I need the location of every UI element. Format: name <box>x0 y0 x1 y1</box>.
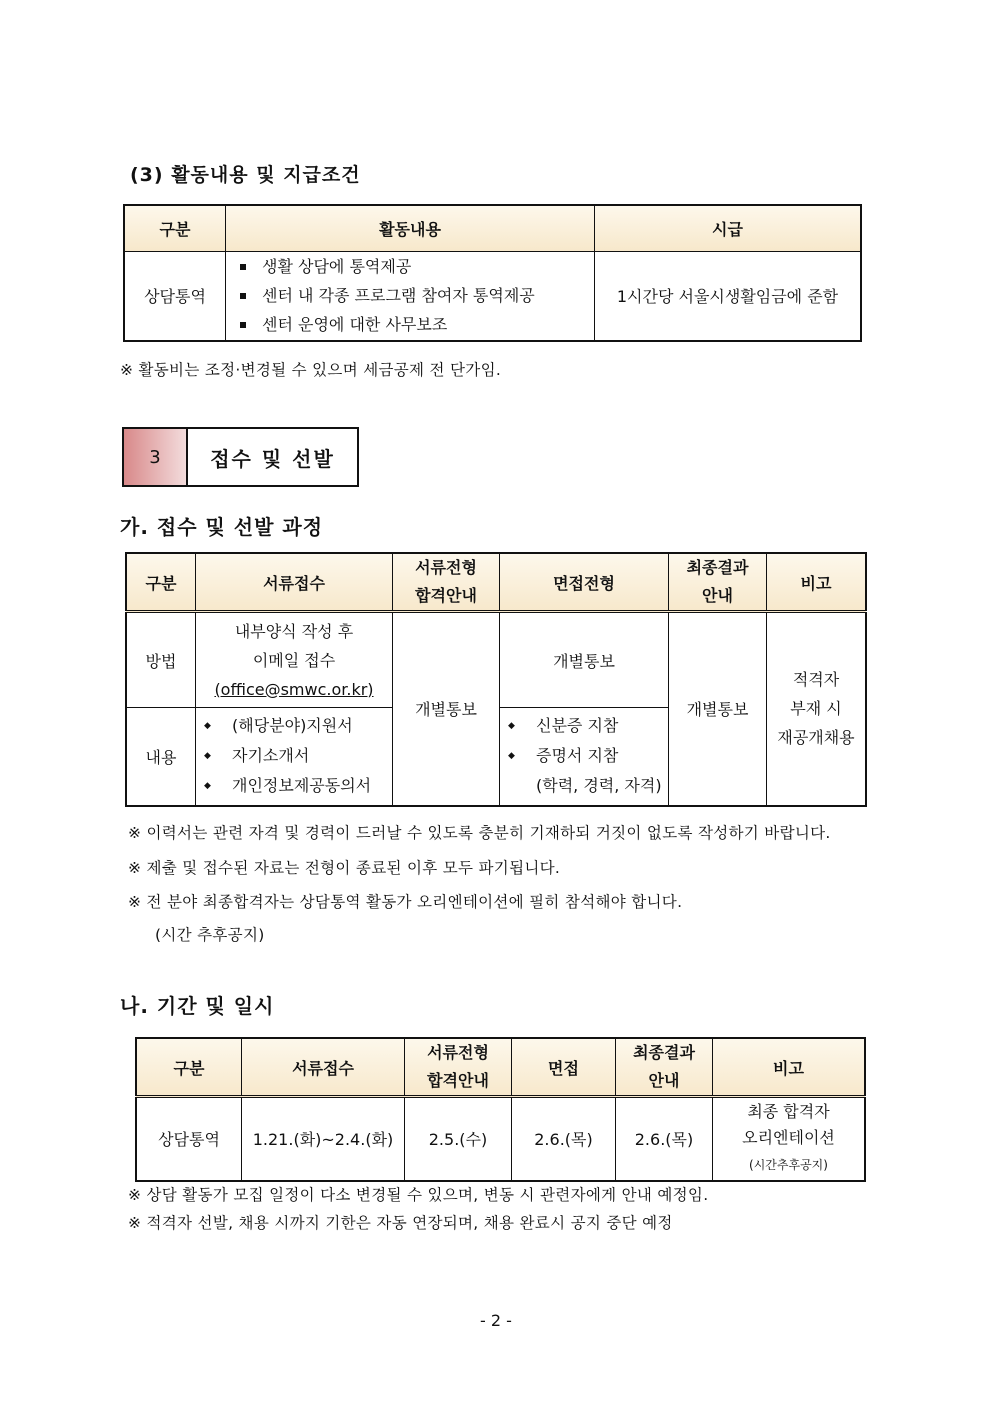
section-number: 3 <box>124 429 188 485</box>
header-interview: 면접 <box>512 1038 616 1097</box>
header-category: 구분 <box>126 553 196 612</box>
schedule-note: ※ 상담 활동가 모집 일정이 다소 변경될 수 있으며, 변동 시 관련자에게 안내 예정임. <box>128 1186 709 1204</box>
process-title: 가. 접수 및 선발 과정 <box>120 515 324 539</box>
process-note: ※ 제출 및 접수된 자료는 전형이 종료된 이후 모두 파기됩니다. <box>128 859 561 877</box>
screening-date: 2.5.(수) <box>405 1097 512 1181</box>
process-note: (시간 추후공지) <box>155 926 265 944</box>
interview-date: 2.6.(목) <box>512 1097 616 1181</box>
list-item: 센터 내 각종 프로그램 참여자 통역제공 <box>234 281 594 310</box>
final-notice: 개별통보 <box>669 612 767 806</box>
header-screening: 서류전형 합격안내 <box>393 553 500 612</box>
activity-list-cell <box>226 251 595 341</box>
method-label: 방법 <box>126 612 196 708</box>
header-final: 최종결과 안내 <box>616 1038 713 1097</box>
header-final: 최종결과 안내 <box>669 553 767 612</box>
list-item: ◆ 자기소개서 <box>196 741 392 771</box>
header-screening: 서류전형 합격안내 <box>405 1038 512 1097</box>
process-note: ※ 이력서는 관련 자격 및 경력이 드러날 수 있도록 충분히 기재하되 거짓이 없도록 작성하기 바랍니다. <box>128 824 831 842</box>
final-date: 2.6.(목) <box>616 1097 713 1181</box>
header-activity: 활동내용 <box>226 205 595 251</box>
list-item: ◆ (해당분야)지원서 <box>196 711 392 741</box>
section-title: 접수 및 선발 <box>210 446 335 471</box>
list-item: ◆ 개인정보제공동의서 <box>196 771 392 801</box>
content-label: 내용 <box>126 708 196 806</box>
email-link[interactable]: (office@smwc.or.kr) <box>214 679 374 699</box>
header-doc: 서류접수 <box>196 553 393 612</box>
schedule-note: ※ 적격자 선발, 채용 시까지 기한은 자동 연장되며, 채용 완료시 공지 중단 예정 <box>128 1214 673 1232</box>
remark-cell: 최종 합격자 오리엔테이션 (시간추후공지) <box>713 1097 866 1181</box>
page-number: - 2 - <box>480 1311 512 1330</box>
doc-content-list <box>196 711 392 801</box>
activity-note: ※ 활동비는 조정·변경될 수 있으며 세금공제 전 단가임. <box>120 361 502 379</box>
header-category: 구분 <box>136 1038 242 1097</box>
section-header <box>122 427 359 487</box>
process-note: ※ 전 분야 최종합격자는 상담통역 활동가 오리엔테이션에 필히 참석해야 합니다. <box>128 893 683 911</box>
header-wage: 시급 <box>595 205 862 251</box>
row-label: 상담통역 <box>124 251 226 341</box>
list-item: ◆ 증명서 지참 <box>500 741 668 771</box>
activity-list <box>226 252 594 339</box>
interview-content-cell <box>500 708 669 806</box>
list-item: 센터 운영에 대한 사무보조 <box>234 310 594 339</box>
activity-table <box>123 204 862 342</box>
remark-cell: 적격자 부재 시 재공개채용 <box>767 612 867 806</box>
list-item: ◆ 신분증 지참 <box>500 711 668 741</box>
header-remark: 비고 <box>713 1038 866 1097</box>
header-remark: 비고 <box>767 553 867 612</box>
interview-method: 개별통보 <box>500 612 669 708</box>
schedule-title: 나. 기간 및 일시 <box>120 994 275 1018</box>
row-label: 상담통역 <box>136 1097 242 1181</box>
header-interview: 면접전형 <box>500 553 669 612</box>
header-category: 구분 <box>124 205 226 251</box>
interview-content-list <box>500 711 668 771</box>
interview-content-note: (학력, 경력, 자격) <box>536 776 662 796</box>
screening-notice: 개별통보 <box>393 612 500 806</box>
wage-cell: 1시간당 서울시생활임금에 준함 <box>595 251 862 341</box>
list-item: 생활 상담에 통역제공 <box>234 252 594 281</box>
doc-method-cell: 내부양식 작성 후 이메일 접수 (office@smwc.or.kr) <box>196 612 393 708</box>
process-table <box>125 552 867 807</box>
schedule-table <box>135 1037 866 1182</box>
doc-date: 1.21.(화)~2.4.(화) <box>242 1097 405 1181</box>
doc-content-cell <box>196 708 393 806</box>
subsection-title: (3) 활동내용 및 지급조건 <box>130 164 361 186</box>
header-doc: 서류접수 <box>242 1038 405 1097</box>
